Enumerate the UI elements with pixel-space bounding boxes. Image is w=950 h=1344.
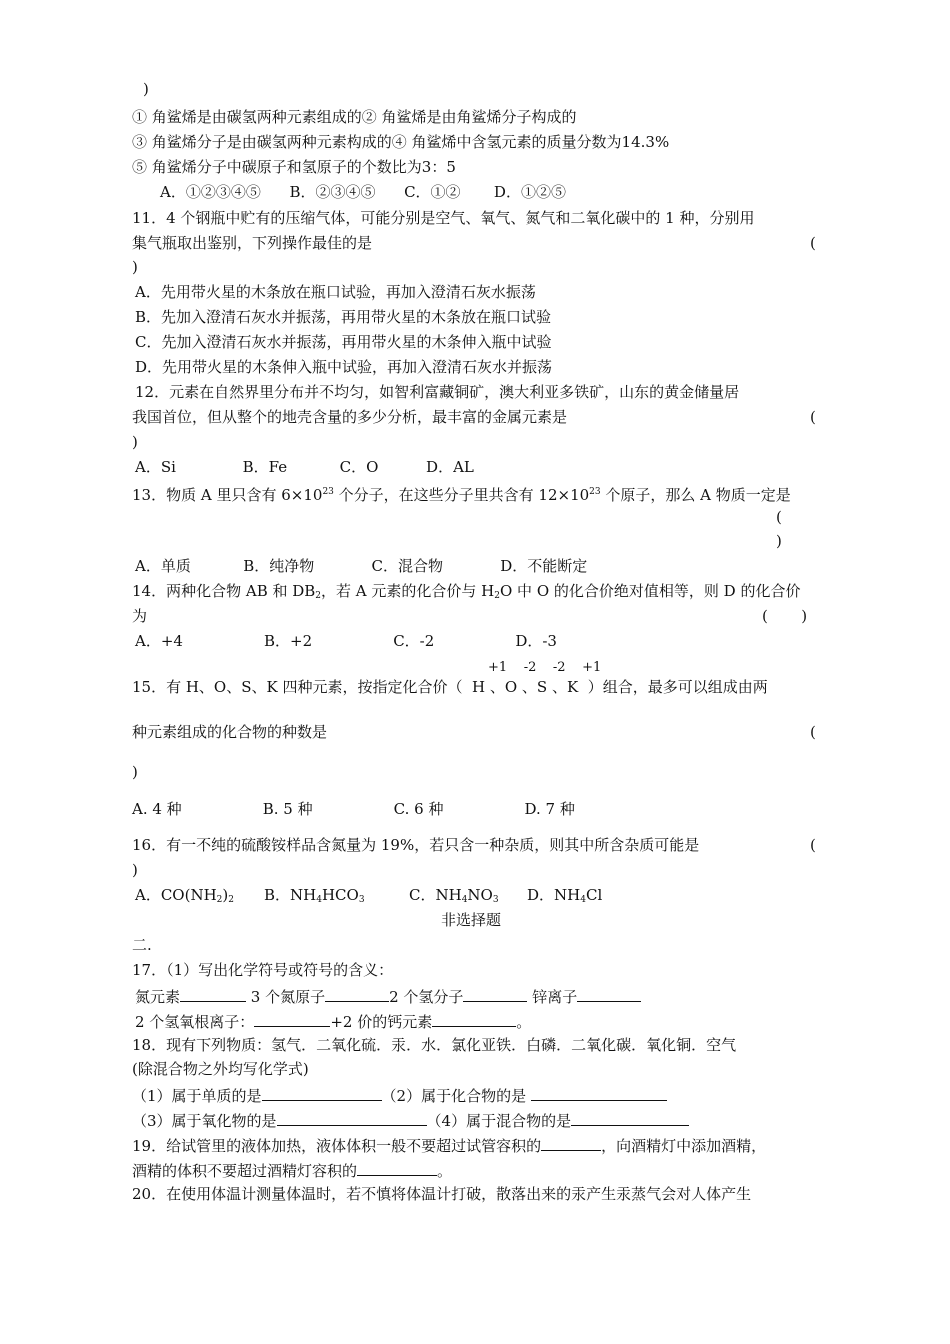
q16-option-d [527, 885, 602, 910]
q19-text-4: 。 [437, 1162, 453, 1180]
q10-options: A．①②③④⑤ B．②③④⑤ C．①② D．①②⑤ [160, 183, 566, 201]
q16-option-b [264, 885, 365, 910]
q16-option-d-text: D．NH [527, 886, 581, 904]
q16-option-c-text: C．NH [409, 886, 462, 904]
q12-line-1: 12．元素在自然界里分布并不均匀，如智利富藏铜矿，澳大利亚多铁矿，山东的黄金储量居 [135, 383, 740, 401]
q10-statement-2: ③ 角鲨烯分子是由碳氢两种元素构成的④ 角鲨烯中含氢元素的质量分数为14.3% [132, 133, 670, 151]
q16-option-a-text: A．CO(NH [135, 886, 217, 904]
q16-option-b-text-2: HCO [321, 886, 359, 904]
q14-line-2: 为 [132, 607, 148, 625]
q12-paren-open: ( [810, 408, 816, 426]
q14-options: A．+4 B．+2 C．-2 D．-3 [135, 632, 557, 650]
q19-text-1: 19．给试管里的液体加热，液体体积一般不要超过试管容积的 [132, 1137, 542, 1155]
q16-option-a-text-2: ) [222, 886, 229, 904]
q19-text-2: ，向酒精灯中添加酒精， [601, 1137, 767, 1155]
q17-hydroxide-label: 2 个氢氧根离子： [135, 1013, 255, 1031]
q16-option-c-text-2: NO [467, 886, 493, 904]
q11-line-2: 集气瓶取出鉴别，下列操作最佳的是 [132, 234, 373, 252]
q13-exponent-1: 23 [322, 487, 334, 497]
q18-oxides-label: （3）属于氧化物的是 [132, 1112, 277, 1130]
q13-exponent-2: 23 [589, 487, 601, 497]
q18-compounds-label: （2）属于化合物的是 [381, 1087, 531, 1105]
q19-line-2 [132, 1159, 452, 1181]
q13-stem [132, 482, 791, 505]
q18-answer-blank-3[interactable] [277, 1109, 427, 1126]
q19-text-3: 酒精的体积不要超过酒精灯容积的 [132, 1162, 358, 1180]
q18-answer-blank-4[interactable] [571, 1109, 689, 1126]
q14-subscript-2: 2 [494, 591, 500, 601]
q17-nitrogen-element-label: 氮元素 [135, 988, 181, 1006]
q18-row-1 [132, 1084, 667, 1106]
q15-line-2: 种元素组成的化合物的种数是 [132, 723, 328, 741]
q12-line-2: 我国首位，但从整个的地壳含量的多少分析，最丰富的金属元素是 [132, 408, 568, 426]
q19-line-1 [132, 1134, 766, 1156]
q17-items-row-2 [135, 1010, 531, 1032]
q16-option-a-sub-2: 2 [228, 895, 234, 905]
q14-stem-part-2: ，若 A 元素的化合价与 H [321, 582, 495, 600]
q16-paren-close: ) [132, 861, 138, 879]
q14-subscript-1: 2 [315, 591, 322, 601]
q18-line-1: 18．现有下列物质：氢气．二氧化硫．汞．水．氯化亚铁．白磷．二氧化碳．氧化铜．空气 [132, 1036, 737, 1054]
q17-answer-blank-6[interactable] [432, 1010, 516, 1027]
q11-option-c: C．先加入澄清石灰水并振荡，再用带火星的木条伸入瓶中试验 [135, 333, 552, 351]
q15-paren-close: ) [132, 763, 138, 781]
q14-stem [132, 581, 800, 606]
q16-paren-open: ( [810, 836, 816, 854]
q15-options: A. 4 种 B. 5 种 C. 6 种 D. 7 种 [132, 800, 575, 818]
q16-option-b-sub-2: 3 [358, 895, 365, 905]
q17-answer-blank-2[interactable] [325, 985, 389, 1002]
q15-paren-open: ( [810, 723, 816, 741]
q13-stem-part-3: 个原子，那么 A 物质一定是 [600, 486, 791, 504]
section-title: 非选择题 [441, 911, 502, 929]
q16-option-d-text-2: Cl [585, 886, 603, 904]
q17-answer-blank-1[interactable] [180, 985, 246, 1002]
q18-elements-label: （1）属于单质的是 [132, 1087, 262, 1105]
q17-nitrogen-atoms-label: 3 个氮原子 [246, 988, 326, 1006]
q14-paren: ( ) [762, 607, 808, 625]
q13-stem-part-2: 个分子，在这些分子里共含有 12×10 [333, 486, 590, 504]
q16-option-c-sub-2: 3 [492, 895, 499, 905]
q16-line-1: 16．有一不纯的硫酸铵样品含氮量为 19%，若只含一种杂质，则其中所含杂质可能是 [132, 836, 700, 854]
q11-paren-close: ) [132, 258, 138, 276]
q12-options: A．Si B．Fe C．O D．AL [135, 458, 474, 476]
q11-line-1: 11．4 个钢瓶中贮有的压缩气体，可能分别是空气、氧气、氮气和二氧化碳中的 1 种，分别用 [132, 209, 755, 227]
q10-paren-close: ) [143, 80, 149, 98]
q16-option-c [409, 885, 499, 910]
q13-options: A．单质 B．纯净物 C．混合物 D．不能断定 [135, 557, 588, 575]
q14-stem-part-1: 14．两种化合物 AB 和 DB [132, 582, 316, 600]
q13-paren-open: ( [776, 508, 782, 526]
q11-option-b: B．先加入澄清石灰水并振荡，再用带火星的木条放在瓶口试验 [135, 308, 552, 326]
q11-option-d: D．先用带火星的木条伸入瓶中试验，再加入澄清石灰水并振荡 [135, 358, 553, 376]
q16-option-a-sub: 2 [216, 895, 223, 905]
q17-zinc-ion-label: 锌离子 [527, 988, 578, 1006]
q15-valences: +1 -2 -2 +1 [488, 660, 602, 675]
q18-mixtures-label: （4）属于混合物的是 [426, 1112, 572, 1130]
section-number: 二. [132, 936, 152, 954]
q11-option-a: A．先用带火星的木条放在瓶口试验，再加入澄清石灰水振荡 [135, 283, 536, 301]
q12-paren-close: ) [132, 433, 138, 451]
q17-calcium-label: +2 价的钙元素 [330, 1013, 433, 1031]
q17-line-1: 17．（1）写出化学符号或符号的含义： [132, 961, 394, 979]
q17-hydrogen-molecules-label: 2 个氢分子 [389, 988, 464, 1006]
q20-line-1: 20．在使用体温计测量体温时，若不慎将体温计打破，散落出来的汞产生汞蒸气会对人体产生 [132, 1185, 752, 1203]
q13-stem-part-1: 13．物质 A 里只含有 6×10 [132, 486, 323, 504]
q18-answer-blank-1[interactable] [262, 1084, 382, 1101]
q11-paren-open: ( [810, 234, 816, 252]
q16-option-c-sub: 4 [461, 895, 468, 905]
q16-option-b-sub: 4 [316, 895, 322, 905]
q18-row-2 [132, 1109, 689, 1131]
q19-answer-blank-1[interactable] [541, 1134, 601, 1151]
q10-statement-1: ① 角鲨烯是由碳氢两种元素组成的② 角鲨烯是由角鲨烯分子构成的 [132, 108, 577, 126]
q16-option-b-text: B．NH [264, 886, 317, 904]
q18-answer-blank-2[interactable] [531, 1084, 667, 1101]
q14-stem-part-3: O 中 O 的化合价绝对值相等，则 D 的化合价 [499, 582, 801, 600]
q19-answer-blank-2[interactable] [357, 1159, 437, 1176]
q13-paren-close: ) [776, 532, 782, 550]
q17-answer-blank-4[interactable] [577, 985, 641, 1002]
q16-option-d-sub: 4 [580, 895, 586, 905]
q18-line-2: (除混合物之外均写化学式) [132, 1060, 309, 1078]
q17-answer-blank-5[interactable] [254, 1010, 330, 1027]
q17-end-mark: 。 [516, 1013, 532, 1031]
q17-answer-blank-3[interactable] [463, 985, 527, 1002]
q17-items-row-1 [135, 985, 641, 1007]
q16-option-a [135, 885, 234, 910]
q15-line-1: 15．有 H、O、S、K 四种元素，按指定化合价（ H 、O 、S 、K ）组合，最多可以组成由两 [132, 678, 768, 696]
q10-statement-3: ⑤ 角鲨烯分子中碳原子和氢原子的个数比为3：5 [132, 158, 456, 176]
